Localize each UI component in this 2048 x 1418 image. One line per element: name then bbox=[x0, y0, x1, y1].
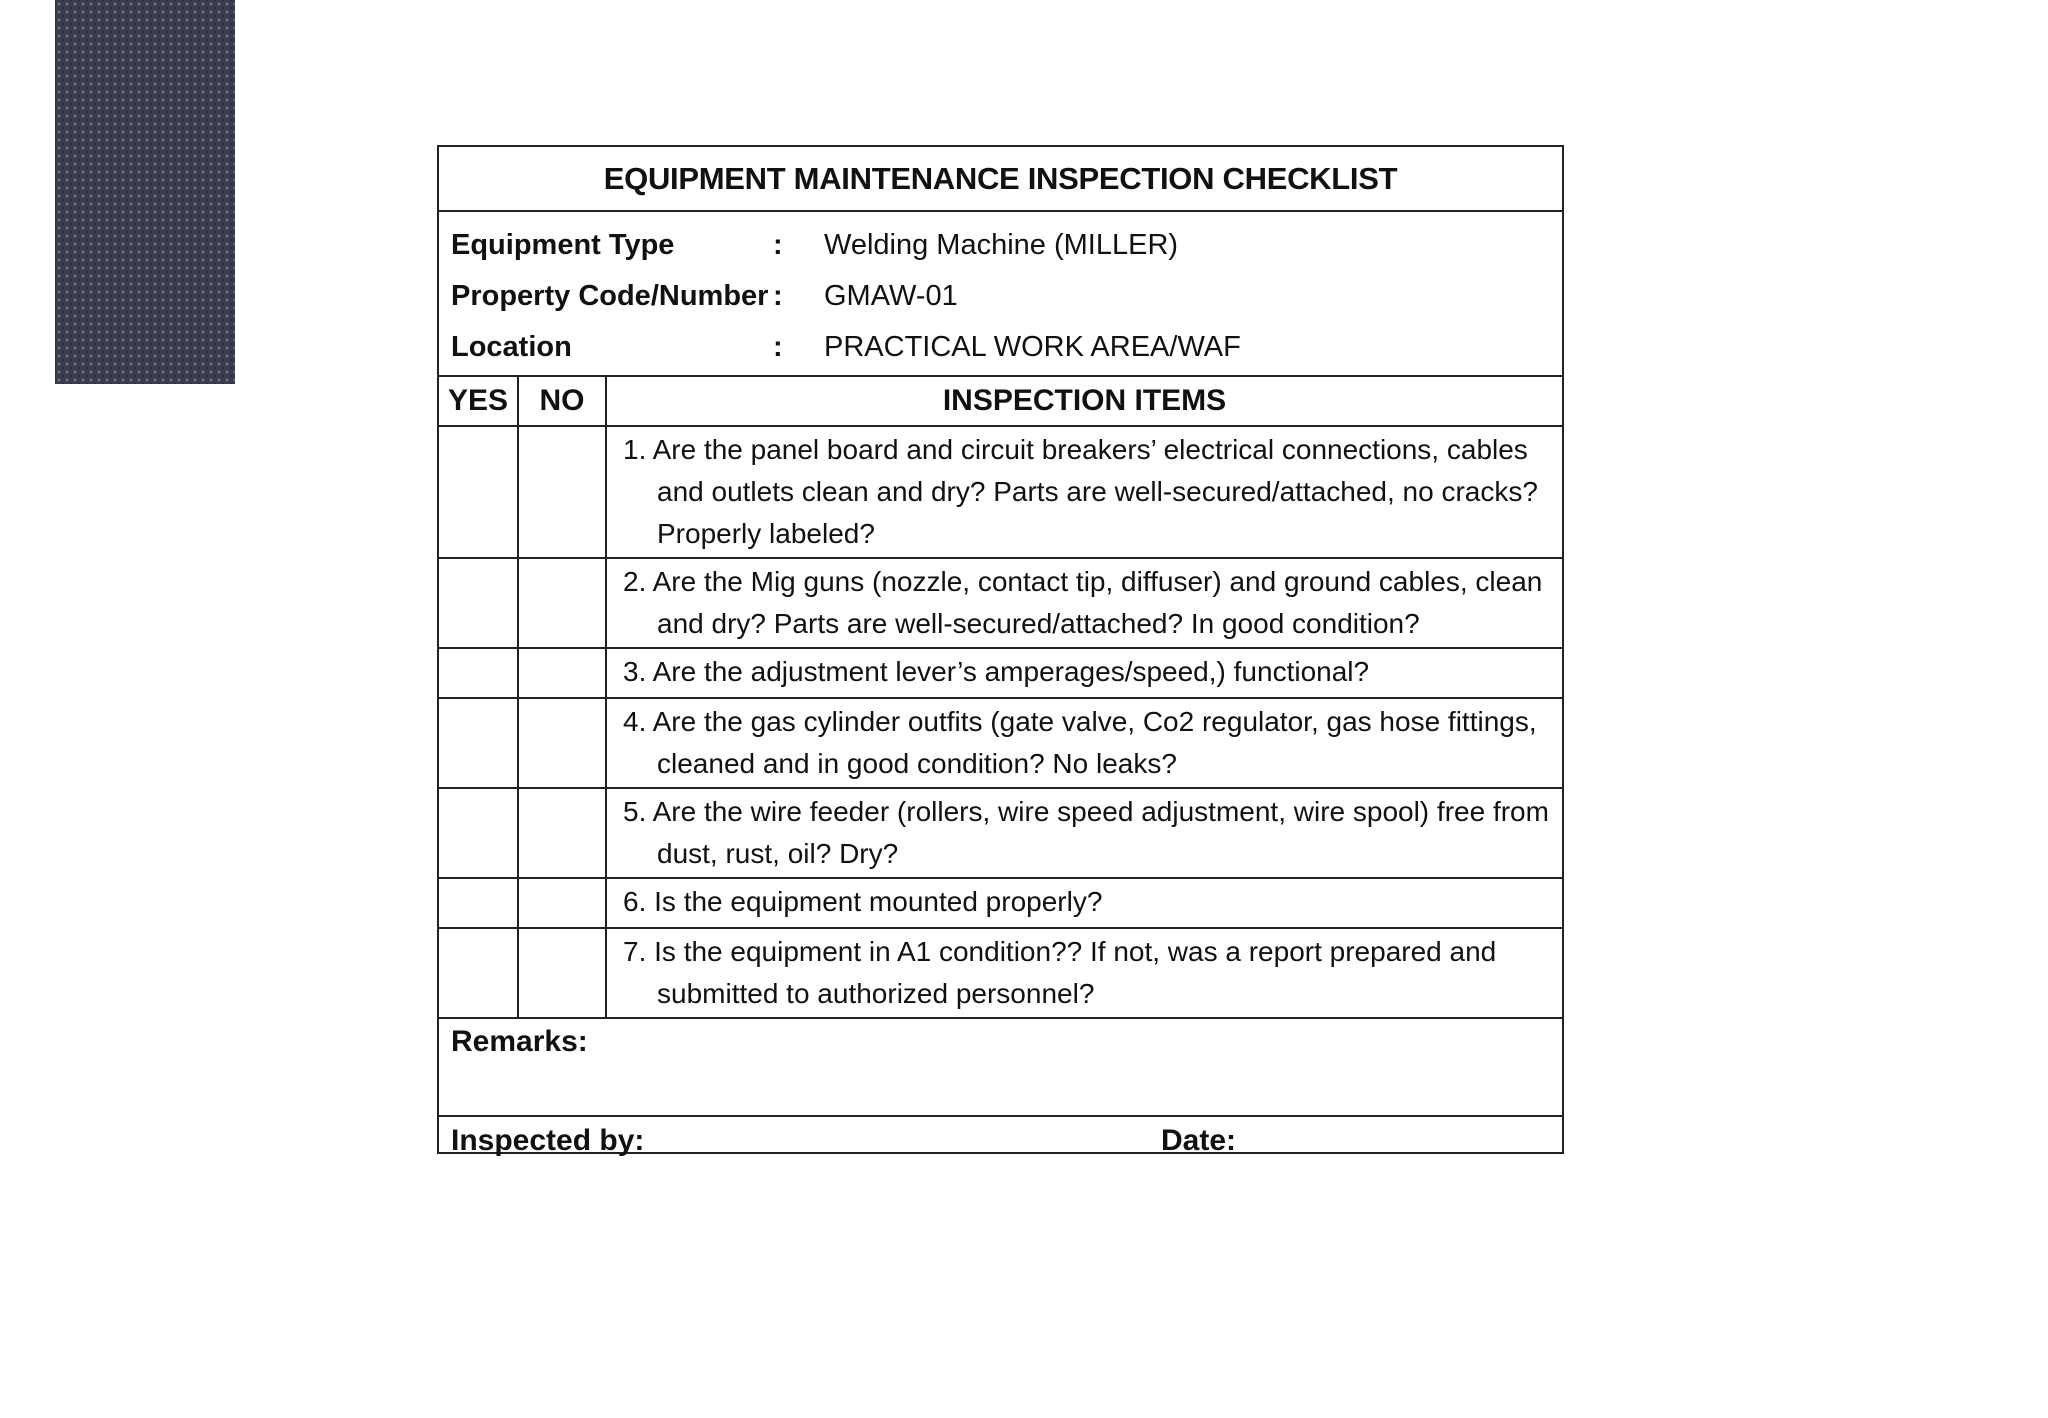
inspection-checklist-form bbox=[437, 145, 1564, 1157]
table-row bbox=[439, 928, 1562, 1018]
table-row bbox=[439, 648, 1562, 698]
field-colon: : bbox=[773, 331, 783, 363]
table-row bbox=[439, 878, 1562, 928]
equipment-type-row bbox=[451, 220, 1562, 271]
field-colon: : bbox=[773, 229, 783, 261]
inspection-item: 7. Is the equipment in A1 condition?? If not, was a report prepared and submitted to authorized personnel? bbox=[606, 928, 1562, 1018]
remarks-label: Remarks: bbox=[451, 1025, 588, 1058]
yes-checkbox-cell[interactable] bbox=[439, 928, 518, 1018]
table-row bbox=[439, 698, 1562, 788]
no-checkbox-cell[interactable] bbox=[518, 878, 606, 928]
signoff-row bbox=[439, 1117, 1562, 1165]
yes-checkbox-cell[interactable] bbox=[439, 648, 518, 698]
field-label: Equipment Type bbox=[451, 229, 675, 261]
form-title: EQUIPMENT MAINTENANCE INSPECTION CHECKLIST bbox=[439, 147, 1562, 212]
table-row bbox=[439, 558, 1562, 648]
yes-checkbox-cell[interactable] bbox=[439, 788, 518, 878]
table-row bbox=[439, 788, 1562, 878]
location-value[interactable]: PRACTICAL WORK AREA/WAF bbox=[824, 331, 1241, 363]
property-code-row bbox=[451, 271, 1562, 322]
no-column-header: NO bbox=[518, 377, 606, 426]
inspection-item: 1. Are the panel board and circuit breakers’ electrical connections, cables and outlets clean and dry? Parts are well-secured/attached, no cracks? Properly labeled? bbox=[606, 426, 1562, 558]
equipment-info-section bbox=[439, 212, 1562, 377]
inspection-items-table bbox=[439, 377, 1562, 1019]
inspection-item: 4. Are the gas cylinder outfits (gate valve, Co2 regulator, gas hose fittings, cleaned and in good condition? No leaks? bbox=[606, 698, 1562, 788]
yes-checkbox-cell[interactable] bbox=[439, 878, 518, 928]
inspection-item: 2. Are the Mig guns (nozzle, contact tip, diffuser) and ground cables, clean and dry? Parts are well-secured/attached? In good condition? bbox=[606, 558, 1562, 648]
no-checkbox-cell[interactable] bbox=[518, 698, 606, 788]
date-label: Date: bbox=[1161, 1124, 1237, 1157]
no-checkbox-cell[interactable] bbox=[518, 788, 606, 878]
field-label: Property Code/Number bbox=[451, 280, 769, 312]
no-checkbox-cell[interactable] bbox=[518, 648, 606, 698]
inspected-by-label: Inspected by: bbox=[451, 1124, 645, 1157]
remarks-field[interactable] bbox=[439, 1019, 1562, 1117]
inspection-item: 6. Is the equipment mounted properly? bbox=[606, 878, 1562, 928]
location-row bbox=[451, 322, 1562, 373]
decorative-pattern-panel bbox=[55, 0, 235, 384]
yes-checkbox-cell[interactable] bbox=[439, 426, 518, 558]
table-header-row bbox=[439, 377, 1562, 426]
no-checkbox-cell[interactable] bbox=[518, 426, 606, 558]
inspection-items-header: INSPECTION ITEMS bbox=[606, 377, 1562, 426]
yes-column-header: YES bbox=[439, 377, 518, 426]
field-colon: : bbox=[773, 280, 783, 312]
no-checkbox-cell[interactable] bbox=[518, 558, 606, 648]
yes-checkbox-cell[interactable] bbox=[439, 558, 518, 648]
no-checkbox-cell[interactable] bbox=[518, 928, 606, 1018]
inspection-item: 5. Are the wire feeder (rollers, wire speed adjustment, wire spool) free from dust, rust, oil? Dry? bbox=[606, 788, 1562, 878]
equipment-type-value[interactable]: Welding Machine (MILLER) bbox=[824, 229, 1179, 261]
yes-checkbox-cell[interactable] bbox=[439, 698, 518, 788]
inspection-item: 3. Are the adjustment lever’s amperages/speed,) functional? bbox=[606, 648, 1562, 698]
table-row bbox=[439, 426, 1562, 558]
property-code-value[interactable]: GMAW-01 bbox=[824, 280, 958, 312]
field-label: Location bbox=[451, 331, 572, 363]
